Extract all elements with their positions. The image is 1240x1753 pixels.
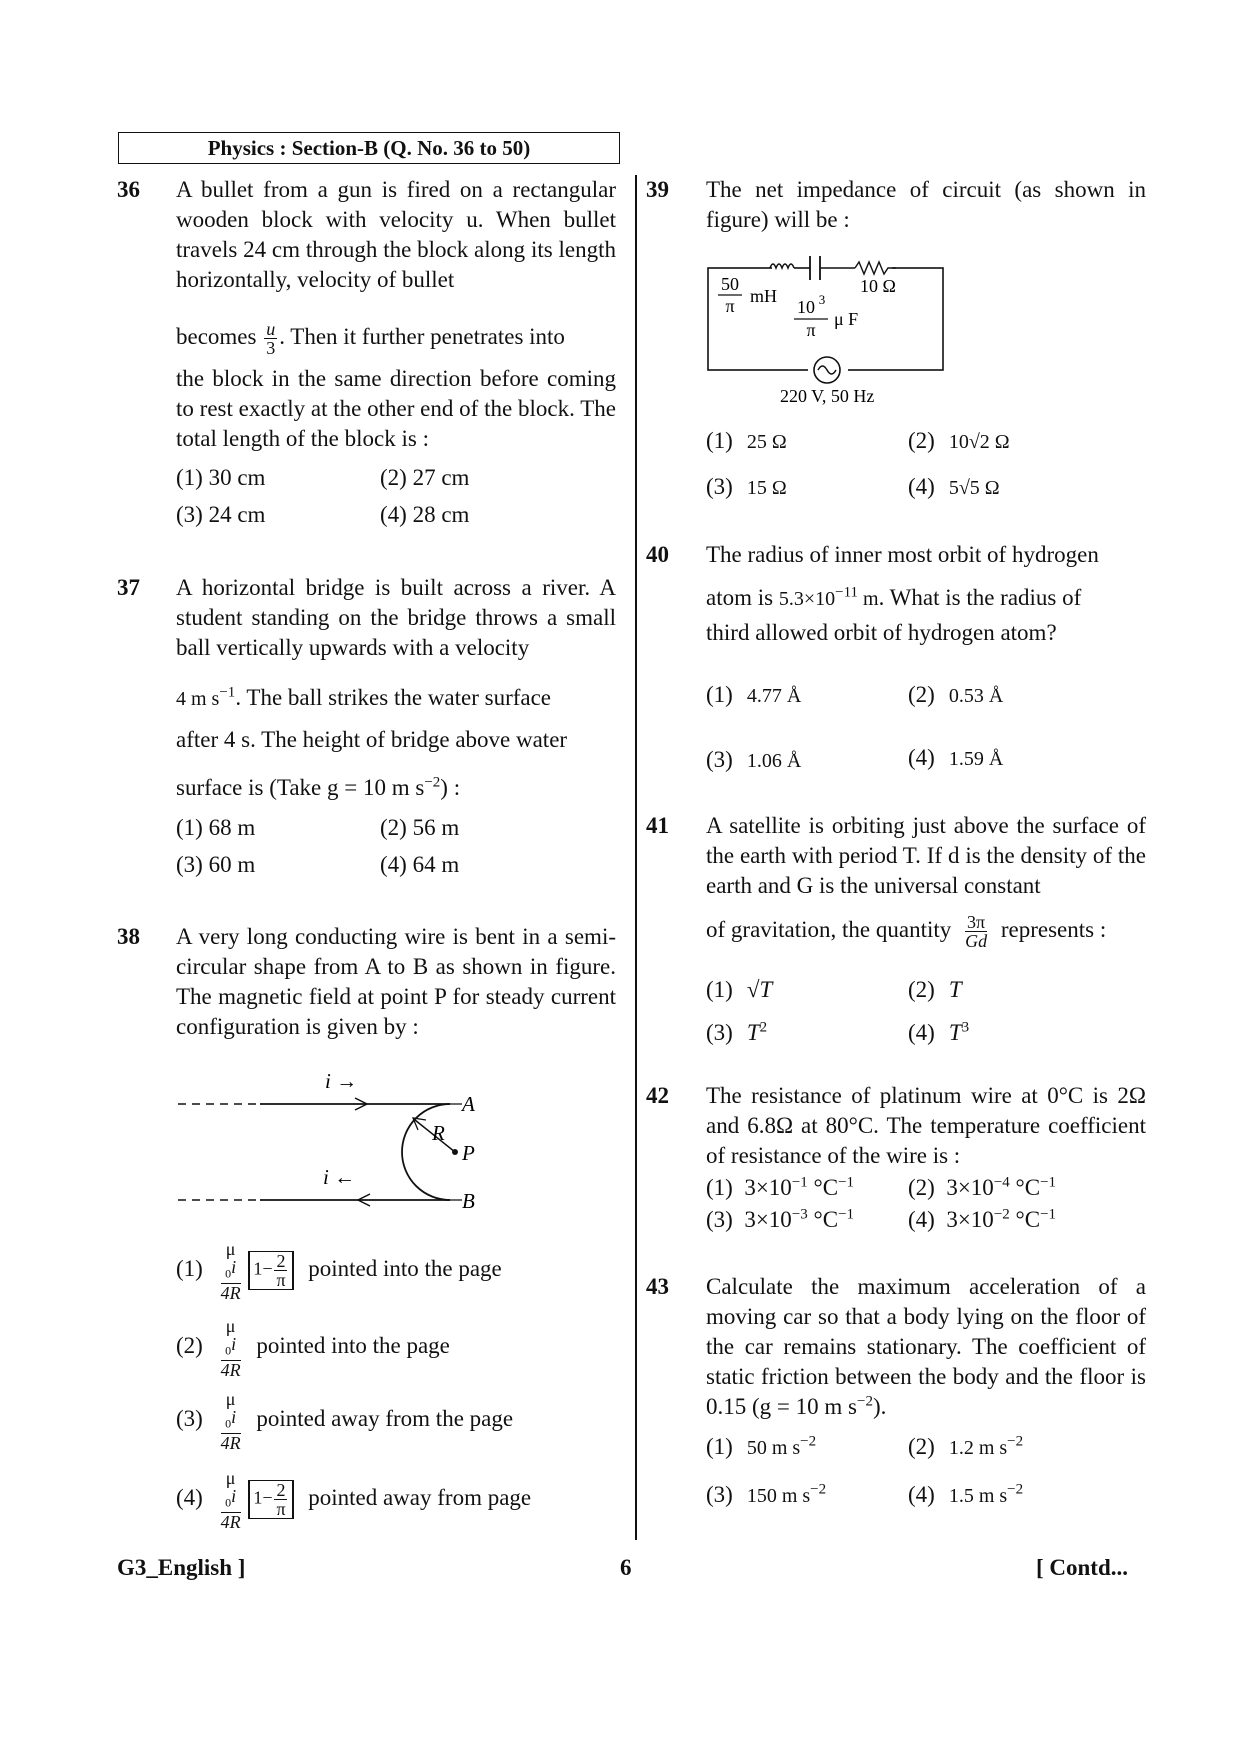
option-2[interactable]: (2) T	[908, 977, 962, 1002]
source-label: 220 V, 50 Hz	[780, 386, 875, 406]
option-1[interactable]: (1) 25 Ω	[706, 428, 787, 453]
page-number: 6	[620, 1555, 632, 1580]
question-text-line: becomes $\frac{u}{3}$ . Then it further penetrates into	[176, 319, 565, 358]
question-text: The resistance of platinum wire at 0°C is 2Ω and 6.8Ω at 80°C. The temperature coefficient of resistance of the wire is :	[706, 1083, 1146, 1168]
question-text-line: of gravitation, the quantity $\frac{3\pi}{Gd}$ represents :	[706, 912, 1107, 951]
option-4[interactable]: (4) 1.5 m $s^{-2}$	[908, 1481, 1024, 1507]
option-1[interactable]: (1) 68 m	[176, 815, 256, 840]
option-4[interactable]: (4) 28 cm	[380, 502, 470, 527]
point-a-label: A	[462, 1092, 475, 1116]
question-text: A bullet from a gun is fired on a rectangular wooden block with velocity u. When bullet travels 24 cm through the block along its length horizontally, velocity of bullet	[176, 177, 616, 292]
current-label-bottom: i ←	[323, 1165, 356, 1189]
question-text-line: atom is $5.3\times 10^{-11}$ m. What is the radius of	[706, 584, 1082, 610]
question-text-line: The radius of inner most orbit of hydrogen	[706, 542, 1099, 567]
inductance-numerator: 50	[721, 274, 739, 294]
option-4[interactable]: (4) 64 m	[380, 852, 460, 877]
column-divider	[635, 175, 637, 1540]
question-number: 38	[117, 924, 140, 949]
question-text-line: after 4 s. The height of bridge above water	[176, 727, 568, 752]
question-number: 36	[117, 177, 140, 202]
resistance-label: 10 Ω	[860, 276, 896, 296]
point-p-label: P	[462, 1141, 475, 1165]
question-text: the block in the same direction before coming to rest exactly at the other end of the block. The total length of the block is :	[176, 366, 616, 451]
question-text-line: surface is (Take g = 10 m $s^{-2}$) :	[176, 774, 461, 800]
footer-code: G3_English ]	[117, 1555, 246, 1580]
option-1[interactable]: (1) 50 m $s^{-2}$	[706, 1433, 817, 1459]
option-4[interactable]: (4) 5√5 Ω	[908, 474, 1000, 499]
radius-label: R	[432, 1121, 445, 1145]
question-text-line: third allowed orbit of hydrogen atom?	[706, 620, 1057, 645]
option-1[interactable]: (1) 30 cm	[176, 465, 266, 490]
question-text-line: 4 m $s^{-1}$. The ball strikes the water surface	[176, 684, 552, 710]
option-3[interactable]: (3) 24 cm	[176, 502, 266, 527]
option-2[interactable]: (2) 56 m	[380, 815, 460, 840]
footer-contd: [ Contd...	[1036, 1555, 1129, 1580]
option-1[interactable]: (1) $3\times 10^{-1}$ $^\circ C^{-1}$	[706, 1174, 855, 1200]
option-3[interactable]: (3) 60 m	[176, 852, 256, 877]
wire-figure	[170, 1060, 510, 1210]
option-2[interactable]: (2) 0.53 Å	[908, 682, 1004, 707]
capacitance-denominator: π	[806, 320, 816, 340]
option-4[interactable]: (4) $3\times 10^{-2}$ $^\circ C^{-1}$	[908, 1206, 1057, 1232]
capacitance-unit: μ F	[834, 309, 859, 329]
circuit-figure	[700, 252, 960, 407]
question-number: 43	[646, 1274, 669, 1299]
option-2[interactable]: (2) 27 cm	[380, 465, 470, 490]
option-3[interactable]: (3) 1.06 Å	[706, 747, 802, 772]
option-1[interactable]: (1) μ $_0$i 4R 1− $\frac{2}{\pi}$ pointed into the page	[176, 1239, 502, 1303]
option-2[interactable]: (2) 10√2 Ω	[908, 428, 1010, 453]
option-1[interactable]: (1) 4.77 Å	[706, 682, 802, 707]
option-4[interactable]: (4) $T^3$	[908, 1019, 970, 1045]
option-2[interactable]: (2) μ $_0$i 4R pointed into the page	[176, 1316, 450, 1380]
option-2[interactable]: (2) $3\times 10^{-4}$ $^\circ C^{-1}$	[908, 1174, 1057, 1200]
question-number: 37	[117, 575, 140, 600]
question-text: A horizontal bridge is built across a river. A student standing on the bridge throws a small ball vertically upwards with a velocity	[176, 575, 616, 660]
question-text: A satellite is orbiting just above the surface of the earth with period T. If d is the density of the earth and G is the universal constant	[706, 813, 1146, 898]
question-text: The net impedance of circuit (as shown in figure) will be :	[706, 177, 1146, 232]
question-number: 39	[646, 177, 669, 202]
option-3[interactable]: (3) $3\times 10^{-3}$ $^\circ C^{-1}$	[706, 1206, 855, 1232]
question-text: Calculate the maximum acceleration of a moving car so that a body lying on the floor of the car remains stationary. The coefficient of static friction between the body and the floor is 0.15 (g = 10 m $s^{-2}$).	[706, 1274, 1146, 1419]
inductance-unit: mH	[750, 286, 777, 306]
capacitance-numerator: 10	[797, 297, 815, 317]
option-3[interactable]: (3) 15 Ω	[706, 474, 787, 499]
option-2[interactable]: (2) 1.2 m $s^{-2}$	[908, 1433, 1024, 1459]
option-1[interactable]: (1) √T	[706, 977, 773, 1002]
option-3[interactable]: (3) μ $_0$i 4R pointed away from the page	[176, 1389, 514, 1453]
point-b-label: B	[462, 1189, 475, 1210]
question-number: 42	[646, 1083, 669, 1108]
capacitance-exponent: 3	[818, 292, 826, 307]
option-4[interactable]: (4) μ $_0$i 4R 1− $\frac{2}{\pi}$ pointed away from page	[176, 1468, 532, 1532]
current-label-top: i →	[325, 1069, 358, 1093]
section-header: Physics : Section-B (Q. No. 36 to 50)	[118, 132, 620, 164]
question-number: 41	[646, 813, 669, 838]
option-3[interactable]: (3) $T^2$	[706, 1019, 768, 1045]
question-number: 40	[646, 542, 669, 567]
option-3[interactable]: (3) 150 m $s^{-2}$	[706, 1481, 827, 1507]
option-4[interactable]: (4) 1.59 Å	[908, 745, 1004, 770]
question-text: A very long conducting wire is bent in a semi-circular shape from A to B as shown in figure. The magnetic field at point P for steady current configuration is given by :	[176, 924, 616, 1039]
inductance-denominator: π	[725, 296, 735, 316]
